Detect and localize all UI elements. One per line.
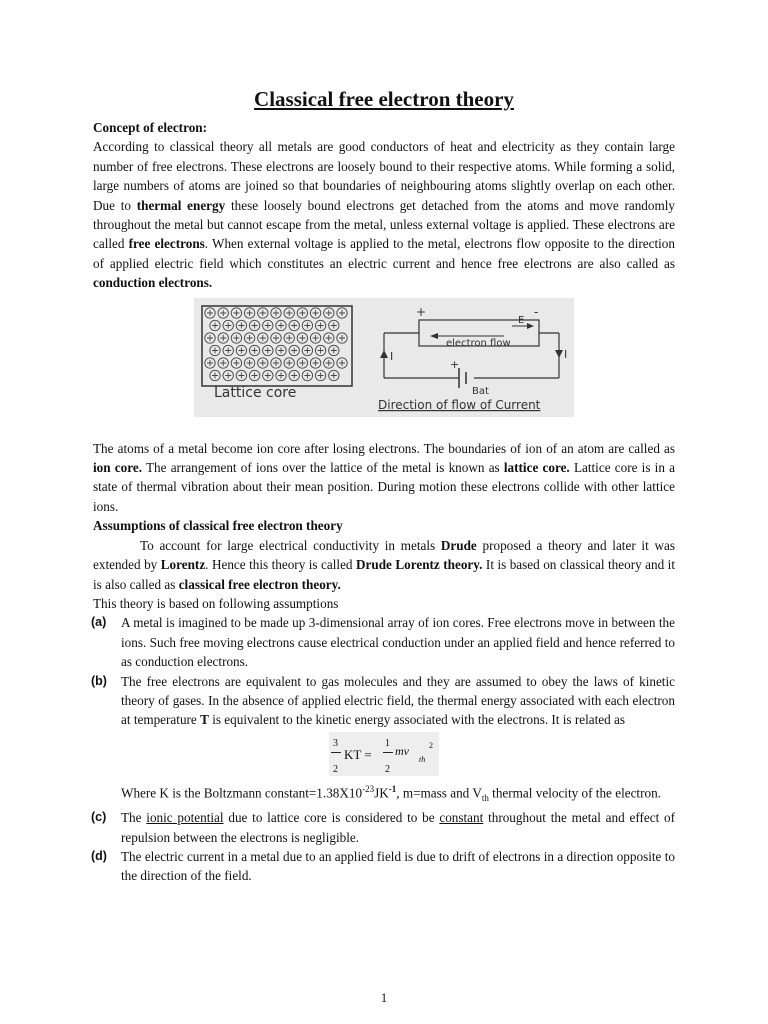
ion-plus bbox=[331, 347, 337, 353]
list-item: (d) The electric current in a metal due to an applied field is due to drift of electrons in a direction opposite to the direction of the field. bbox=[91, 849, 675, 884]
assumptions-list bbox=[93, 613, 675, 729]
ion-plus bbox=[247, 310, 253, 316]
field-label: E bbox=[518, 314, 525, 326]
ion-plus bbox=[260, 360, 266, 366]
list-item: (c) The ionic potential due to lattice core is considered to be constant throughout the metal and effect of repulsion between the electrons is negligible. bbox=[91, 810, 675, 845]
ion-plus bbox=[313, 310, 319, 316]
lattice-caption: Lattice core bbox=[214, 384, 297, 401]
list-item-label: (b) bbox=[91, 673, 107, 688]
current-arrow-left bbox=[380, 350, 388, 358]
ion-plus bbox=[225, 372, 231, 378]
ion-plus bbox=[233, 310, 239, 316]
ion-plus bbox=[326, 335, 332, 341]
ion-plus bbox=[260, 335, 266, 341]
ion-plus bbox=[233, 335, 239, 341]
ion-plus bbox=[273, 310, 279, 316]
ion-plus bbox=[318, 322, 324, 328]
ion-plus bbox=[278, 322, 284, 328]
ion-plus bbox=[331, 322, 337, 328]
ion-plus bbox=[265, 347, 271, 353]
list-item: (a) A metal is imagined to be made up 3-dimensional array of ion cores. Free electrons move in between the ions. Such free moving electrons cause electrical conduction under an applied field and hence referred to as conduction electrons. bbox=[91, 615, 675, 670]
ion-plus bbox=[313, 335, 319, 341]
lattice-circuit-figure bbox=[194, 298, 574, 417]
ion-plus bbox=[318, 347, 324, 353]
list-item: (b) The free electrons are equivalent to gas molecules and they are assumed to obey the laws of kinetic theory of gases. In the absence of applied electric field, the thermal energy associated with each electron at temperature T is equivalent to the kinetic energy associated with the electrons. It is related as bbox=[91, 673, 675, 728]
electron-flow-arrowhead bbox=[430, 333, 438, 339]
field-arrowhead bbox=[527, 323, 534, 329]
assumptions-paragraph: To account for large electrical conductivity in metals Drude proposed a theory and later it was extended by Lorentz. Hence this theory is called Drude Lorentz theory. It is based on classical theory and it is also called as classical free electron theory. bbox=[93, 537, 675, 592]
ion-plus bbox=[220, 360, 226, 366]
ion-plus bbox=[220, 310, 226, 316]
assumptions-list-continued bbox=[93, 808, 675, 886]
battery-label: Bat bbox=[472, 385, 489, 397]
ion-plus bbox=[212, 347, 218, 353]
ion-plus bbox=[299, 360, 305, 366]
ion-plus bbox=[220, 335, 226, 341]
ion-plus bbox=[291, 322, 297, 328]
ion-plus bbox=[278, 372, 284, 378]
ion-plus bbox=[212, 372, 218, 378]
list-item-label: (d) bbox=[91, 849, 107, 863]
ion-plus bbox=[304, 372, 310, 378]
ion-plus bbox=[331, 372, 337, 378]
ion-plus bbox=[299, 310, 305, 316]
assumptions-intro: This theory is based on following assumptions bbox=[93, 595, 339, 611]
ion-plus bbox=[212, 322, 218, 328]
direction-caption: Direction of flow of Current bbox=[378, 397, 541, 412]
ion-plus bbox=[291, 347, 297, 353]
ion-plus bbox=[326, 360, 332, 366]
ion-plus bbox=[260, 310, 266, 316]
ion-plus bbox=[304, 347, 310, 353]
ion-core-paragraph: The atoms of a metal become ion core after losing electrons. The boundaries of ion of an atom are called as ion core. The arrangement of ions over the lattice of the metal is known as lattice core. Lattice core is in a state of thermal vibration about their mean position. During motion these electrons collide with other lattice ions. bbox=[93, 440, 675, 514]
ion-plus bbox=[286, 310, 292, 316]
list-item-label: (c) bbox=[91, 810, 107, 825]
ion-plus bbox=[339, 335, 345, 341]
ion-plus bbox=[265, 322, 271, 328]
boltzmann-note: Where K is the Boltzmann $constant=1.38X10^{-23}JK^{-1}$, m=mass and $V_{th}$ thermal velocity of the electron. bbox=[121, 783, 661, 803]
assumptions-heading: Assumptions of classical free electron theory bbox=[93, 518, 343, 534]
ion-plus bbox=[304, 322, 310, 328]
ion-plus bbox=[265, 372, 271, 378]
ion-plus bbox=[238, 372, 244, 378]
list-item-label: (a) bbox=[91, 615, 107, 630]
ion-plus bbox=[247, 360, 253, 366]
ion-plus bbox=[278, 347, 284, 353]
ion-plus bbox=[207, 335, 213, 341]
ion-plus bbox=[291, 372, 297, 378]
ion-plus bbox=[247, 335, 253, 341]
kinetic-energy-equation: 3 2 KT = 1 2 mv th 2 bbox=[329, 732, 439, 776]
ion-plus bbox=[273, 360, 279, 366]
lattice-ions bbox=[205, 307, 347, 380]
current-label-right: I bbox=[564, 347, 568, 361]
ion-plus bbox=[252, 372, 258, 378]
document-page bbox=[93, 86, 675, 886]
ion-plus bbox=[252, 322, 258, 328]
ion-plus bbox=[207, 310, 213, 316]
ion-plus bbox=[238, 322, 244, 328]
ion-plus bbox=[252, 347, 258, 353]
ion-plus bbox=[273, 335, 279, 341]
ion-plus bbox=[313, 360, 319, 366]
ion-plus bbox=[233, 360, 239, 366]
ion-plus bbox=[207, 360, 213, 366]
concept-heading: Concept of electron: bbox=[93, 120, 208, 135]
plus-sign-top: + bbox=[416, 304, 427, 319]
ion-plus bbox=[238, 347, 244, 353]
current-label-left: I bbox=[390, 349, 394, 363]
ion-plus bbox=[326, 310, 332, 316]
page-title: Classical free electron theory bbox=[254, 87, 514, 111]
ion-plus bbox=[299, 335, 305, 341]
ion-plus bbox=[339, 310, 345, 316]
battery-plus: + bbox=[450, 357, 460, 371]
ion-plus bbox=[225, 347, 231, 353]
electron-flow-label: electron flow bbox=[446, 337, 511, 349]
current-arrow-right bbox=[555, 350, 563, 358]
minus-sign-top: - bbox=[534, 304, 539, 319]
ion-plus bbox=[286, 360, 292, 366]
concept-paragraph: According to classical theory all metals are good conductors of heat and electricity as they contain large number of free electrons. These electrons are loosely bound to their respective atoms. While forming a solid, large numbers of atoms are joined so that boundaries of neighbouring atoms slightly overlap on each other. Due to thermal energy these loosely bound electrons get detached from the atoms and move randomly throughout the metal but cannot escape from the metal, unless external voltage is applied. These electrons are called free electrons. When external voltage is applied to the metal, electrons flow opposite to the direction of applied electric field which constitutes an electric current and hence free electrons are also called as conduction electrons. bbox=[93, 139, 675, 291]
ion-plus bbox=[225, 322, 231, 328]
figure-drawing bbox=[194, 298, 574, 417]
page-number: 1 bbox=[380, 990, 388, 1005]
ion-plus bbox=[286, 335, 292, 341]
ion-plus bbox=[318, 372, 324, 378]
ion-plus bbox=[339, 360, 345, 366]
